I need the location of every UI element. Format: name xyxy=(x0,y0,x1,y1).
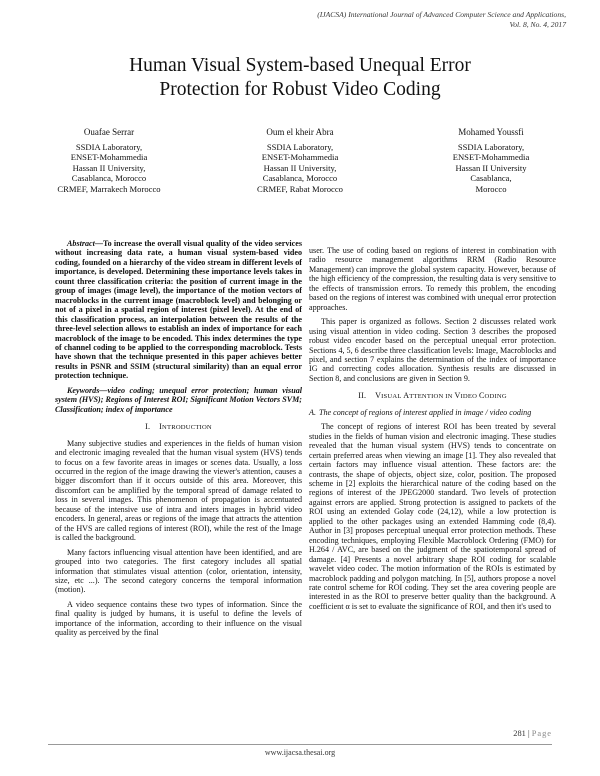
footer-divider xyxy=(48,744,552,745)
affiliation-line: Morocco xyxy=(475,183,507,194)
section-heading-visual-attention: II. VISUAL ATTENTION IN VIDEO CODING xyxy=(358,391,507,401)
journal-name: (IJACSA) International Journal of Advanced Computer Science and Applications, xyxy=(317,10,566,19)
intro-paragraph: Many subjective studies and experiences in the fields of human vision and electronic imaging revealed that the human visual system (HVS) tends to focus on a few favorite areas in images or scenes data. Usually, a loss occurred in the region of the image drawing the viewer's attention, causes a bigger discomfort than if it occurs outside of this area. Moreover, this discomfort can be amplified by the temporal spread of damage related to loss in several images. This phenomenon of propagation is accentuated because of the intensive use of intra and inters images in hybrid video encoders. In general, areas or regions of the image that attracts the attention of the HVS are called regions of interest (ROI), while the rest of the Image is called the background. xyxy=(55,438,302,543)
journal-header xyxy=(246,10,566,30)
affiliation-line: Hassan II University, xyxy=(263,162,337,173)
affiliation-line: CRMEF, Rabat Morocco xyxy=(257,183,343,194)
page-number: 281 | Page xyxy=(513,729,552,738)
footer-url: www.ijacsa.thesai.org xyxy=(264,748,336,757)
body-paragraph: This paper is organized as follows. Section 2 discusses related work using visual attention in video coding. Section 3 describes the proposed robust video encoder based on the perceptual unequal error protection. Sections 4, 5, 6 describe three classification levels: Image, Macroblocks and pixel, and section 7 explains the determination of the index of importance IG and correcting codes allocation. Synthesis results are discussed in Section 8, and conclusions are given in Section 9. xyxy=(309,317,557,383)
title-line-1: Human Visual System-based Unequal Error xyxy=(129,55,471,76)
paper-title xyxy=(40,54,560,102)
author-name: Oum el kheir Abra xyxy=(266,127,334,137)
intro-paragraph: Many factors influencing visual attention have been identified, and are grouped into two categories. The first category includes all spatial information that stimulates visual attention (color, orientation, intensity, size, etc ...). The second category concerns the temporal information (motion). xyxy=(55,547,302,595)
subsection-heading: A. The concept of regions of interest applied in image / video coding xyxy=(309,407,532,417)
author-1 xyxy=(34,127,184,195)
journal-volume: Vol. 8, No. 4, 2017 xyxy=(509,20,566,29)
affiliation-line: SSDIA Laboratory, xyxy=(75,141,143,152)
affiliation-line: ENSET-Mohammedia xyxy=(261,152,339,163)
affiliation-line: SSDIA Laboratory, xyxy=(457,141,525,152)
affiliation-line: Hassan II University xyxy=(455,162,527,173)
section-heading-introduction: I. INTRODUCTION xyxy=(145,422,212,432)
abstract xyxy=(55,239,302,381)
author-name: Ouafae Serrar xyxy=(83,127,135,137)
affiliation-line: ENSET-Mohammedia xyxy=(70,152,148,163)
author-2 xyxy=(225,127,375,195)
author-block xyxy=(34,127,566,195)
title-line-2: Protection for Robust Video Coding xyxy=(159,79,441,100)
abstract-text: —To increase the overall visual quality of the video services without increasing data rate, a human visual system-based video coding, founded on a hierarchy of the video stream in different levels of importance, is developed. Determining these importance levels takes in count three classification criteria: the position of current image in the group of images (image level), the importance of the motion vectors of macroblocks in the current image (macroblock level) and belonging or not of a pixel in a spatial region of interest (pixel level). At the end of this classification process, an interpolation between the results of the three-level selection allows to establish an index of importance for each macroblock of the image to be encoded. This index determines the type of channel coding to be applied to the corresponding macroblock. Tests have shown that the technique presented in this paper achieves better results in PSNR and SSIM (structural similarity) than an equal error protection technique. xyxy=(55,239,302,381)
affiliation-line: Casablanca, Morocco xyxy=(262,173,338,184)
author-name: Mohamed Youssfi xyxy=(458,127,524,137)
body-paragraph: The concept of regions of interest ROI has been treated by several studies in the fields of human vision and electronic imaging. These studies revealed that the human visual system (HVS) tends to concentrate on certain preferred areas when viewing an image [1]. They also revealed that certain factors may influence visual attention. These factors are: the contrasts, the shape of objects, object size, color, position. The proposed scheme in [2] exploits the hierarchical nature of the coding based on the regions of interest of the JPEG2000 standard. Two levels of protection against errors are applied. Strong protection is assigned to packets of the ROI using an extended Golay code (24,12), while a low protection is applied to the other packages using an extended Hamming code (8,4). Author in [3] proposes perceptual unequal error protection methods. These encoding techniques, employing Flexible Macroblock Ordering (FMO) for H.264 / AVC, are based on the judgment of the spatiotemporal spread of damage. [4] Presents a novel arbitrary shape ROI coding for scalable wavelet video codec. The motion information of the ROIs is estimated by macroblock padding and polygon matching. In [5], authors propose a novel rate control scheme for ROI coding. They set the area covering people are interested in as the ROI to preserve better quality than the background. A coefficient α is set to evaluate the significance of ROI, and then it's used to xyxy=(309,422,556,611)
left-column xyxy=(55,239,302,643)
author-3 xyxy=(416,127,566,195)
affiliation-line: Hassan II University, xyxy=(72,162,146,173)
affiliation-line: Casablanca, Morocco xyxy=(71,173,147,184)
affiliation-line: ENSET-Mohammedia xyxy=(452,152,530,163)
keywords: Keywords—video coding; unequal error protection; human visual system (HVS); Regions of Interest ROI; Significant Motion Vectors SVM; Classification; index of importance xyxy=(55,385,302,414)
right-column xyxy=(309,246,556,616)
affiliation-line: Casablanca, xyxy=(470,173,512,184)
body-paragraph: user. The use of coding based on regions of interest in combination with radio resource management algorithms RRM (Radio Resource Management) can improve the global system capacity. However, because of the high efficiency of the compression, the resulting data is very sensitive to the effects of transmission errors. To remedy this problem, the encoding based on the regions of interest was combined with unequal error protection approaches. xyxy=(309,246,556,312)
affiliation-line: SSDIA Laboratory, xyxy=(266,141,334,152)
affiliation-line: CRMEF, Marrakech Morocco xyxy=(57,183,161,194)
intro-paragraph: A video sequence contains these two types of information. Since the final quality is judged by humans, it is useful to define the levels of importance of the information, according to their influence on the visual quality as perceived by the final xyxy=(55,599,302,638)
abstract-label: Abstract xyxy=(67,239,95,248)
